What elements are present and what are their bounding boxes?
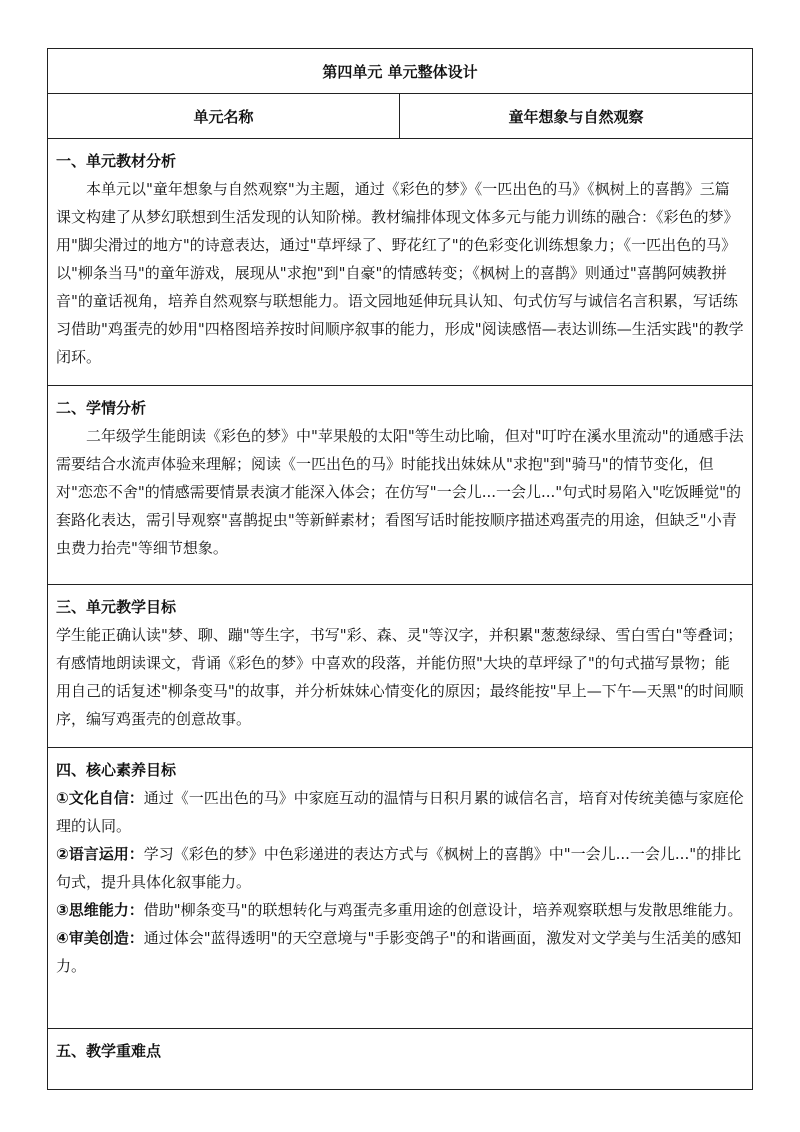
section-heading: 三、单元教学目标 [56,598,177,616]
section-learner-analysis [48,386,753,585]
goal-text: 通过体会"蓝得透明"的天空意境与"手影变鸽子"的和谐画面，激发对文学美与生活美的感知力。 [56,929,742,975]
goal-text: 通过《一匹出色的马》中家庭互动的温情与日积月累的诚信名言，培育对传统美德与家庭伦理的认同。 [56,789,744,835]
goal-label: ②语言运用： [56,845,144,863]
goal-label: ①文化自信： [56,789,144,807]
table-title: 第四单元 单元整体设计 [48,49,753,94]
unit-name-value: 童年想象与自然观察 [400,94,753,139]
unit-design-table [47,48,753,1090]
section-heading: 四、核心素养目标 [56,761,177,779]
unit-name-label: 单元名称 [48,94,400,139]
section-teaching-goals [48,585,753,748]
section-heading: 二、学情分析 [56,399,147,417]
goal-item [56,784,744,840]
goal-item [56,924,744,980]
goal-label: ④审美创造： [56,929,144,947]
section-heading: 五、教学重难点 [56,1042,162,1060]
document-page [47,48,752,1090]
section-body: 学生能正确认读"梦、聊、蹦"等生字，书写"彩、森、灵"等汉字，并积累"葱葱绿绿、雪白雪白"等叠词；有感情地朗读课文，背诵《彩色的梦》中喜欢的段落，并能仿照"大块的草坪绿了"的句式描写景物；能用自己的话复述"柳条变马"的故事，并分析妹妹心情变化的原因；最终能按"早上—下午—天黑"的时间顺序，编写鸡蛋壳的创意故事。 [56,626,744,728]
section-body: 二年级学生能朗读《彩色的梦》中"苹果般的太阳"等生动比喻，但对"叮咛在溪水里流动"的通感手法需要结合水流声体验来理解；阅读《一匹出色的马》时能找出妹妹从"求抱"到"骑马"的情节变化，但对"恋恋不舍"的情感需要情景表演才能深入体会；在仿写"一会儿...一会儿..."句式时易陷入"吃饭睡觉"的套路化表达，需引导观察"喜鹊捉虫"等新鲜素材；看图写话时能按顺序描述鸡蛋壳的用途，但缺乏"小青虫费力抬壳"等细节想象。 [56,427,744,557]
section-heading: 一、单元教材分析 [56,152,177,170]
section-material-analysis [48,139,753,386]
section-key-difficulties [48,1029,753,1090]
goal-text: 学习《彩色的梦》中色彩递进的表达方式与《枫树上的喜鹊》中"一会儿...一会儿..."的排比句式，提升具体化叙事能力。 [56,845,742,891]
goal-item [56,896,744,924]
goal-text: 借助"柳条变马"的联想转化与鸡蛋壳多重用途的创意设计，培养观察联想与发散思维能力。 [143,901,743,919]
section-core-literacy-goals [48,748,753,1029]
goal-label: ③思维能力： [56,901,144,919]
goal-item [56,840,744,896]
section-body: 本单元以"童年想象与自然观察"为主题，通过《彩色的梦》《一匹出色的马》《枫树上的喜鹊》三篇课文构建了从梦幻联想到生活发现的认知阶梯。教材编排体现文体多元与能力训练的融合：《彩色的梦》用"脚尖滑过的地方"的诗意表达，通过"草坪绿了、野花红了"的色彩变化训练想象力；《一匹出色的马》以"柳条当马"的童年游戏，展现从"求抱"到"自豪"的情感转变；《枫树上的喜鹊》则通过"喜鹊阿姨教拼音"的童话视角，培养自然观察与联想能力。语文园地延伸玩具认知、句式仿写与诚信名言积累，写话练习借助"鸡蛋壳的妙用"四格图培养按时间顺序叙事的能力，形成"阅读感悟—表达训练—生活实践"的教学闭环。 [56,180,744,366]
